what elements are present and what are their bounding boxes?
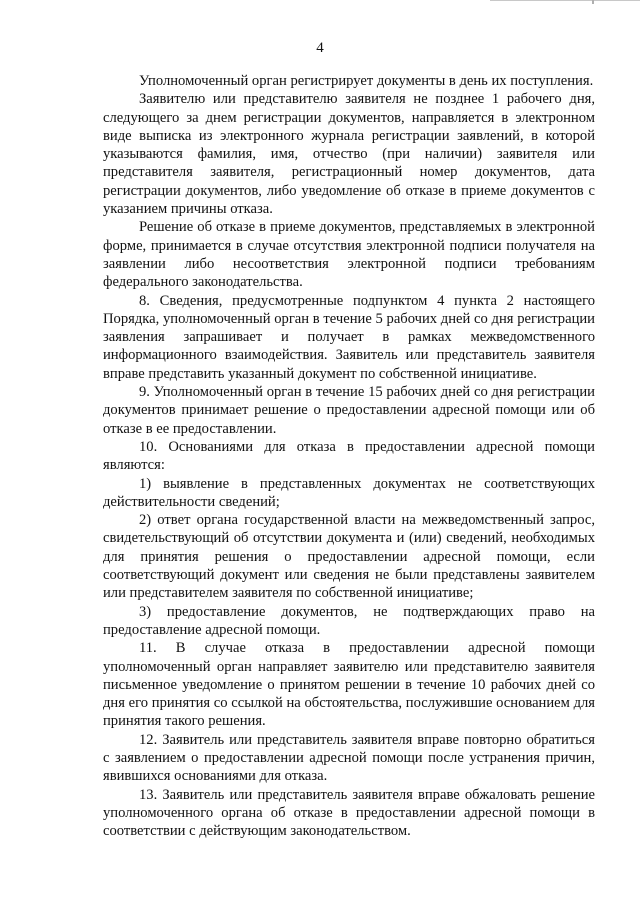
paragraph-item-13: 13. Заявитель или представитель заявителя вправе обжаловать решение уполномоченного органа об отказе в предоставлении адресной помощи в соответствии с действующим законодательством.	[103, 786, 595, 840]
paragraph-item-8: 8. Сведения, предусмотренные подпунктом 4 пункта 2 настоящего Порядка, уполномоченный орган в течение 5 рабочих дней со дня регистрации заявления запрашивает и получает в рамках межведомственного информационного взаимодействия. Заявитель или представитель заявителя вправе представить указанный документ по собственной инициативе.	[103, 292, 595, 382]
paragraph-item-11: 11. В случае отказа в предоставлении адресной помощи уполномоченный орган направляет заявителю или представителю заявителя письменное уведомление о принятом решении в течение 10 рабочих дней со дня его принятия со ссылкой на обстоятельства, послужившие основанием для принятия такого решения.	[103, 640, 595, 730]
paragraph-item-9: 9. Уполномоченный орган в течение 15 рабочих дней со дня регистрации документов принимает решение о предоставлении адресной помощи или об отказе в ее предоставлении.	[103, 384, 595, 437]
scan-edge-tick	[592, 0, 594, 4]
paragraph-item-10: 10. Основаниями для отказа в предоставлении адресной помощи являются:	[103, 438, 595, 474]
paragraph-registration: Уполномоченный орган регистрирует документы в день их поступления.	[139, 73, 594, 89]
paragraph-electronic-refusal: Решение об отказе в приеме документов, представляемых в электронной форме, принимается в случае отсутствия электронной подписи получателя на заявлении либо несоответствия электронной подписи требованиям федерального законодательства.	[103, 219, 595, 291]
paragraph-item-10-1: 1) выявление в представленных документах не соответствующих действительности сведений;	[103, 475, 595, 510]
scan-edge-line	[490, 0, 640, 5]
paragraph-item-10-3: 3) предоставление документов, не подтверждающих право на предоставление адресной помощи.	[103, 603, 595, 638]
paragraph-registration-extract: Заявителю или представителю заявителя не позднее 1 рабочего дня, следующего за днем регистрации документов, направляется в электронном виде выписка из электронного журнала регистрации заявлений, в которой указываются фамилия, имя, отчество (при наличии) заявителя или представителя заявителя, регистрационный номер документов, дата регистрации документов, либо уведомление об отказе в приеме документов с указанием причины отказа.	[103, 91, 595, 218]
paragraph-item-12: 12. Заявитель или представитель заявителя вправе повторно обратиться с заявлением о предоставлении адресной помощи после устранения причин, явившихся основаниями для отказа.	[103, 731, 595, 785]
document-body	[103, 72, 595, 840]
page-number: 4	[316, 40, 324, 56]
paragraph-item-10-2: 2) ответ органа государственной власти на межведомственный запрос, свидетельствующий об отсутствии документа и (или) сведений, необходимых для принятия решения о предоставлении адресной помощи, если соответствующий документ или сведения не были представлены заявителем или представителем заявителя по собственной инициативе;	[103, 512, 595, 602]
